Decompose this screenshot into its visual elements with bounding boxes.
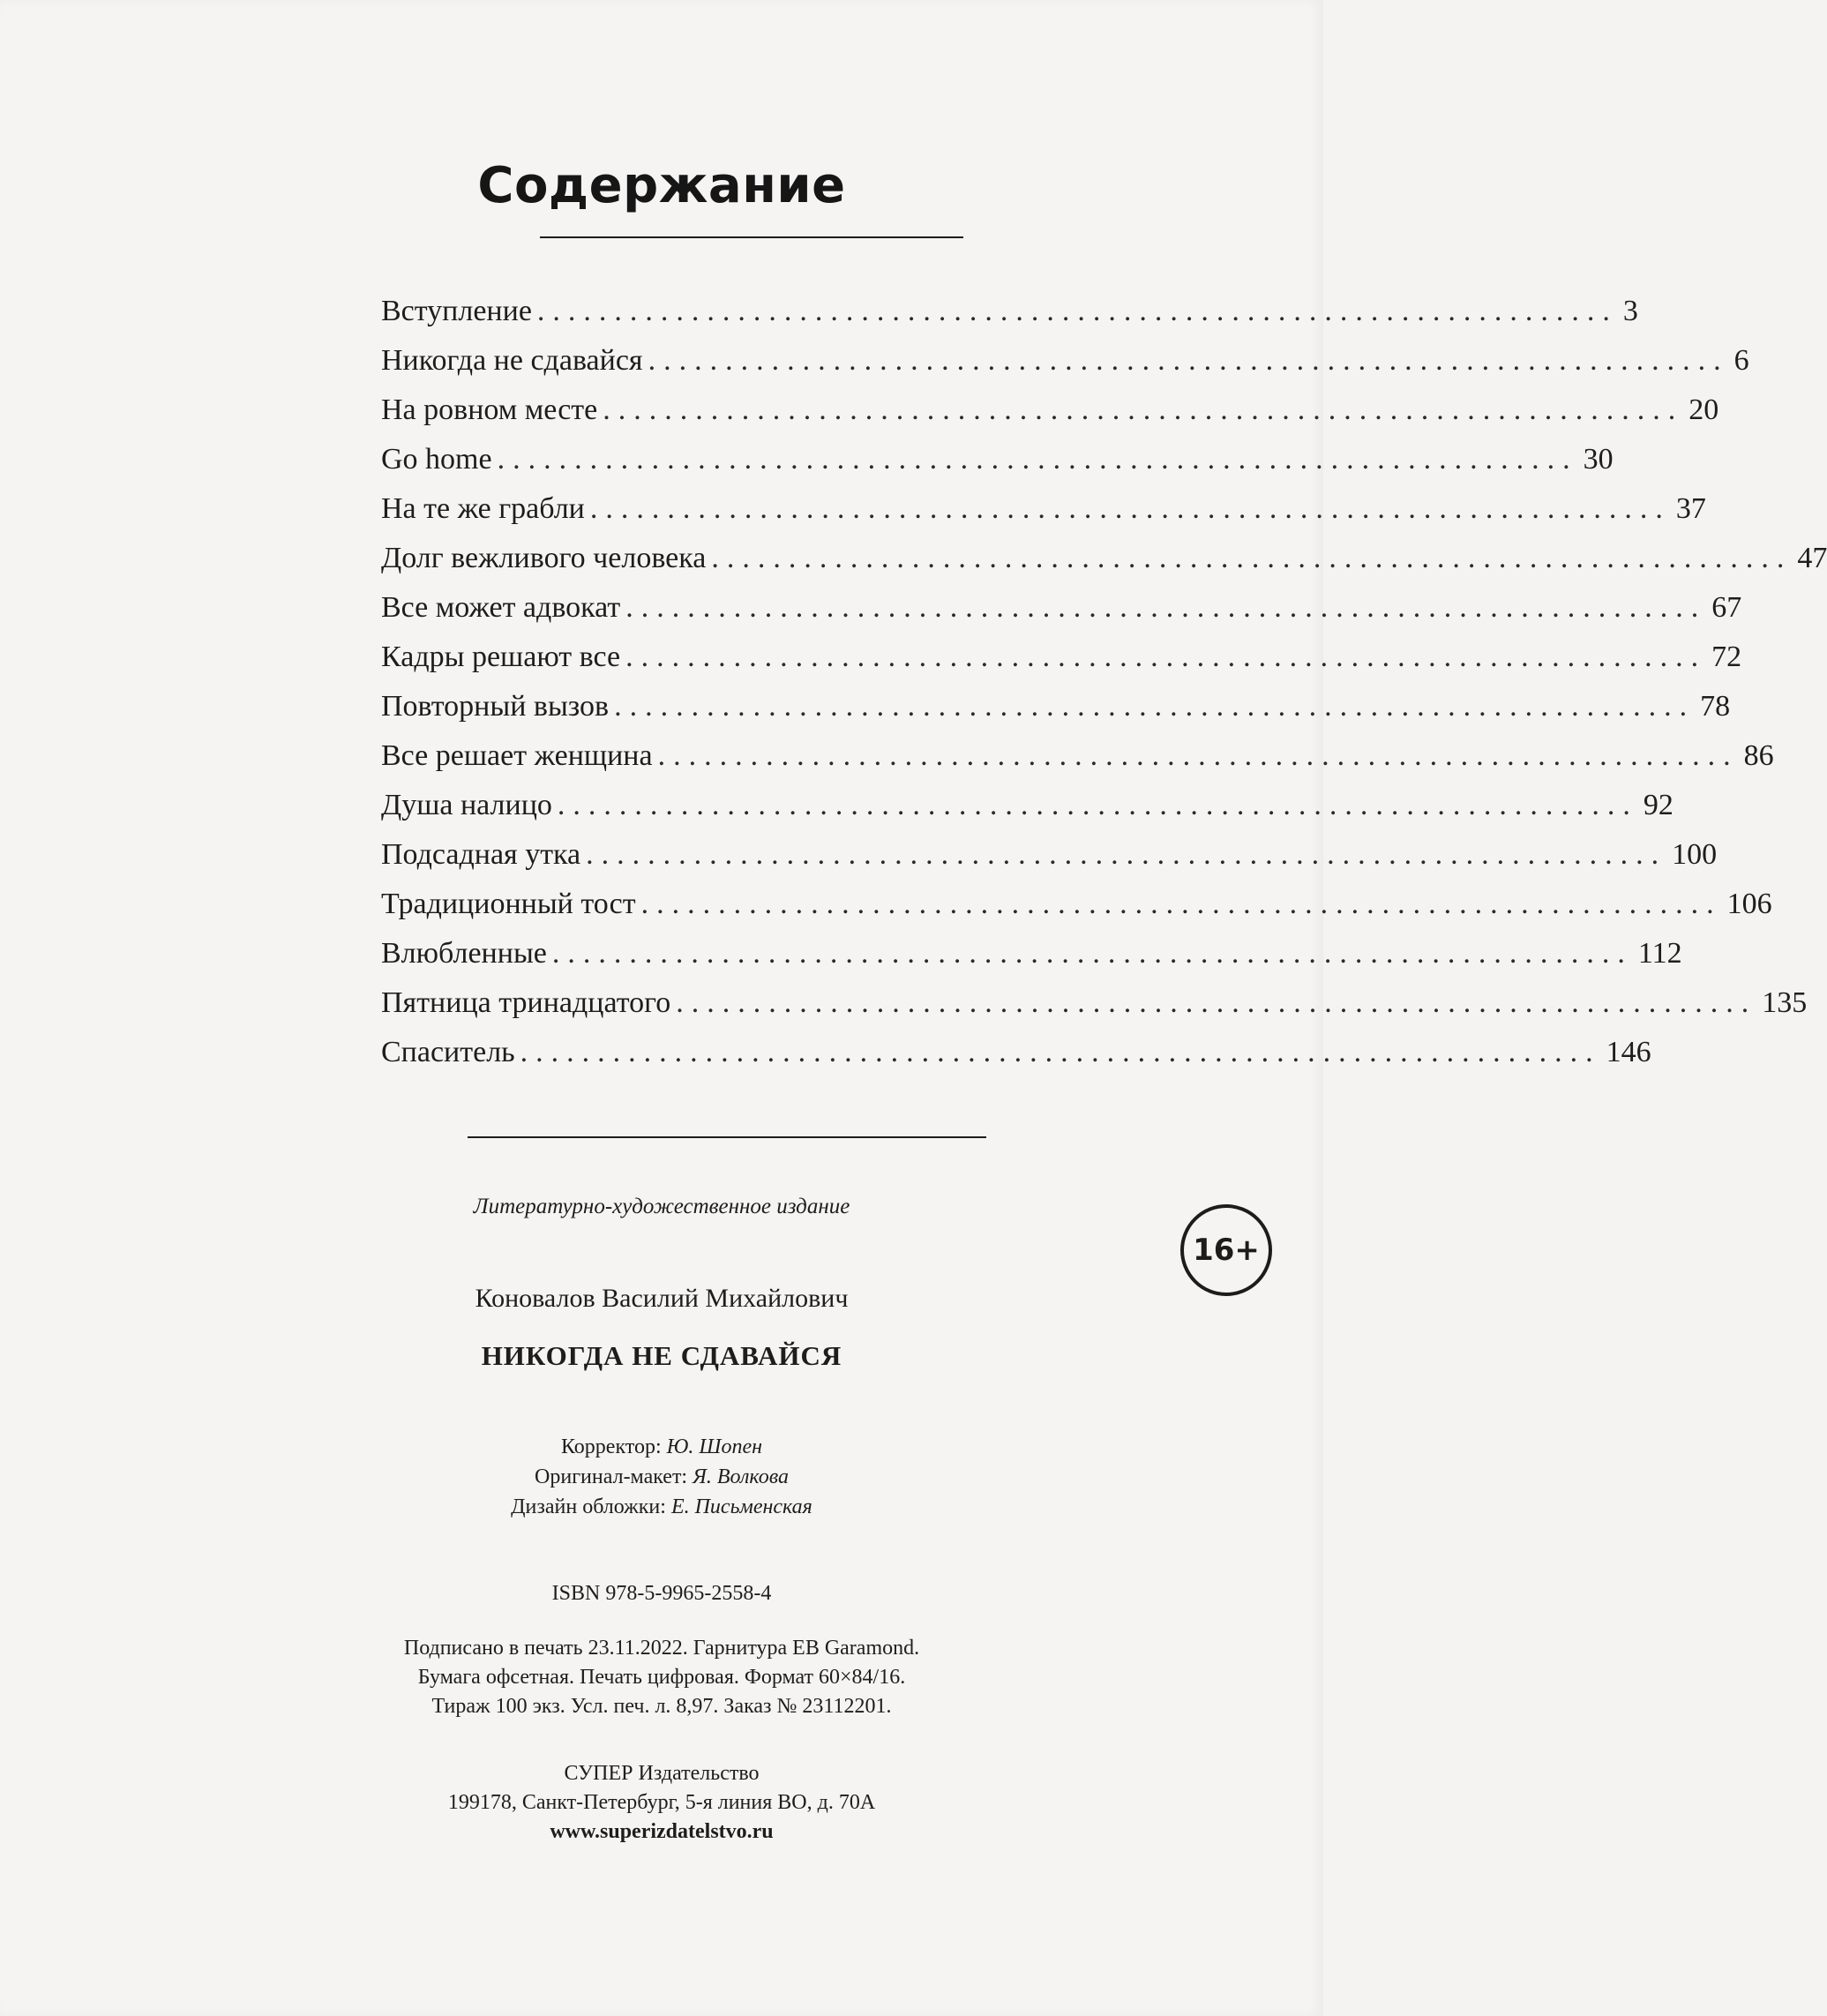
toc-entry xyxy=(381,295,1638,344)
toc-entry-label: Вступление xyxy=(381,295,532,327)
toc-entry-label: Влюбленные xyxy=(381,937,547,970)
toc-entry-page: 146 xyxy=(1606,1036,1651,1068)
isbn: ISBN 978-5-9965-2558-4 xyxy=(551,1582,772,1605)
toc-entry-label: Душа налицо xyxy=(381,789,552,821)
spec-line: Бумага офсетная. Печать цифровая. Формат 60×84/16. xyxy=(417,1666,906,1689)
toc-leader: ...................................................................... xyxy=(676,986,1757,1019)
toc-entry-page: 86 xyxy=(1743,739,1774,772)
toc-entry xyxy=(381,591,1742,641)
toc-entry-label: Традиционный тост xyxy=(381,888,636,920)
credit-person: Ю. Шопен xyxy=(666,1435,763,1458)
toc-entry-page: 106 xyxy=(1726,888,1772,920)
toc-title: Содержание xyxy=(477,157,846,214)
publisher-name: СУПЕР Издательство xyxy=(564,1762,760,1785)
toc-entry xyxy=(381,443,1614,492)
toc-entry-label: Go home xyxy=(381,443,492,476)
toc-entry-label: Спаситель xyxy=(381,1036,515,1068)
toc-entry-page: 72 xyxy=(1711,641,1742,673)
credits-block xyxy=(0,1432,1323,1522)
toc-entry xyxy=(381,542,1827,591)
credit-role: Корректор: xyxy=(560,1435,662,1458)
toc-entry-label: На те же грабли xyxy=(381,492,585,525)
toc-leader: ...................................................................... xyxy=(551,937,1633,970)
toc-entry xyxy=(381,789,1674,838)
toc-leader: ...................................................................... xyxy=(648,344,1729,377)
toc-entry-page: 112 xyxy=(1637,937,1682,970)
toc-entry-page: 37 xyxy=(1675,492,1706,525)
book-title: НИКОГДА НЕ СДАВАЙСЯ xyxy=(481,1340,842,1371)
toc-entry-page: 20 xyxy=(1688,393,1719,426)
toc-entry-page: 92 xyxy=(1643,789,1674,821)
toc-entry-page: 67 xyxy=(1711,591,1742,624)
credit-line xyxy=(0,1462,1323,1492)
age-rating-badge: 16+ xyxy=(1180,1204,1272,1296)
toc-entry-label: На ровном месте xyxy=(381,393,598,426)
toc-leader: ...................................................................... xyxy=(520,1036,1601,1068)
toc-bottom-rule xyxy=(468,1136,986,1138)
toc-entry-label: Долг вежливого человека xyxy=(381,542,707,574)
toc-entry-label: Пятница тринадцатого xyxy=(381,986,671,1019)
toc-leader: ...................................................................... xyxy=(625,591,1707,624)
credit-line xyxy=(0,1432,1323,1462)
toc-leader: ...................................................................... xyxy=(557,789,1638,821)
toc-entry xyxy=(381,1036,1651,1085)
toc-leader: ...................................................................... xyxy=(657,739,1739,772)
author-name: Коновалов Василий Михайлович xyxy=(475,1284,849,1313)
publisher-address: 199178, Санкт-Петербург, 5-я линия ВО, д. 70А xyxy=(447,1791,876,1814)
toc-entry-label: Все решает женщина xyxy=(381,739,653,772)
title-rule xyxy=(540,236,963,238)
toc-entry-label: Все может адвокат xyxy=(381,591,621,624)
publisher-website: www.superizdatelstvo.ru xyxy=(550,1820,774,1843)
toc-entry xyxy=(381,888,1772,937)
toc-leader: ...................................................................... xyxy=(497,443,1578,476)
toc-entry-page: 135 xyxy=(1762,986,1808,1019)
toc-entry-page: 78 xyxy=(1700,690,1731,723)
toc-entry xyxy=(381,641,1742,690)
toc-entry-page: 100 xyxy=(1672,838,1718,871)
toc-leader: ...................................................................... xyxy=(711,542,1793,574)
toc-leader: ...................................................................... xyxy=(586,838,1667,871)
edition-type: Литературно-художественное издание xyxy=(473,1195,850,1218)
toc-entry xyxy=(381,344,1749,393)
toc-entry-label: Подсадная утка xyxy=(381,838,581,871)
toc-entry-label: Повторный вызов xyxy=(381,690,610,723)
toc-entry xyxy=(381,393,1719,443)
toc-list xyxy=(381,295,1827,1085)
toc-entry-page: 47 xyxy=(1797,542,1827,574)
toc-entry xyxy=(381,690,1731,739)
toc-entry xyxy=(381,492,1706,542)
toc-leader: ...................................................................... xyxy=(625,641,1707,673)
credit-person: Е. Письменская xyxy=(670,1495,812,1518)
toc-entry-page: 3 xyxy=(1622,295,1638,327)
toc-entry xyxy=(381,739,1774,789)
credit-role: Оригинал-макет: xyxy=(535,1465,688,1488)
toc-entry-label: Кадры решают все xyxy=(381,641,621,673)
spec-line: Тираж 100 экз. Усл. печ. л. 8,97. Заказ № 23112201. xyxy=(431,1695,892,1718)
credit-role: Дизайн обложки: xyxy=(511,1495,666,1518)
toc-leader: ...................................................................... xyxy=(614,690,1696,723)
publisher-block xyxy=(0,1759,1323,1847)
toc-leader: ...................................................................... xyxy=(640,888,1722,920)
print-specs xyxy=(0,1634,1323,1721)
toc-leader: ...................................................................... xyxy=(603,393,1684,426)
toc-leader: ...................................................................... xyxy=(536,295,1618,327)
toc-entry xyxy=(381,838,1718,888)
credit-person: Я. Волкова xyxy=(693,1465,789,1488)
toc-entry xyxy=(381,937,1682,986)
toc-entry xyxy=(381,986,1808,1036)
toc-entry-page: 30 xyxy=(1583,443,1614,476)
toc-entry-page: 6 xyxy=(1733,344,1749,377)
toc-entry-label: Никогда не сдавайся xyxy=(381,344,643,377)
toc-leader: ...................................................................... xyxy=(589,492,1671,525)
credit-line xyxy=(0,1492,1323,1522)
spec-line: Подписано в печать 23.11.2022. Гарнитура EB Garamond. xyxy=(403,1637,920,1660)
